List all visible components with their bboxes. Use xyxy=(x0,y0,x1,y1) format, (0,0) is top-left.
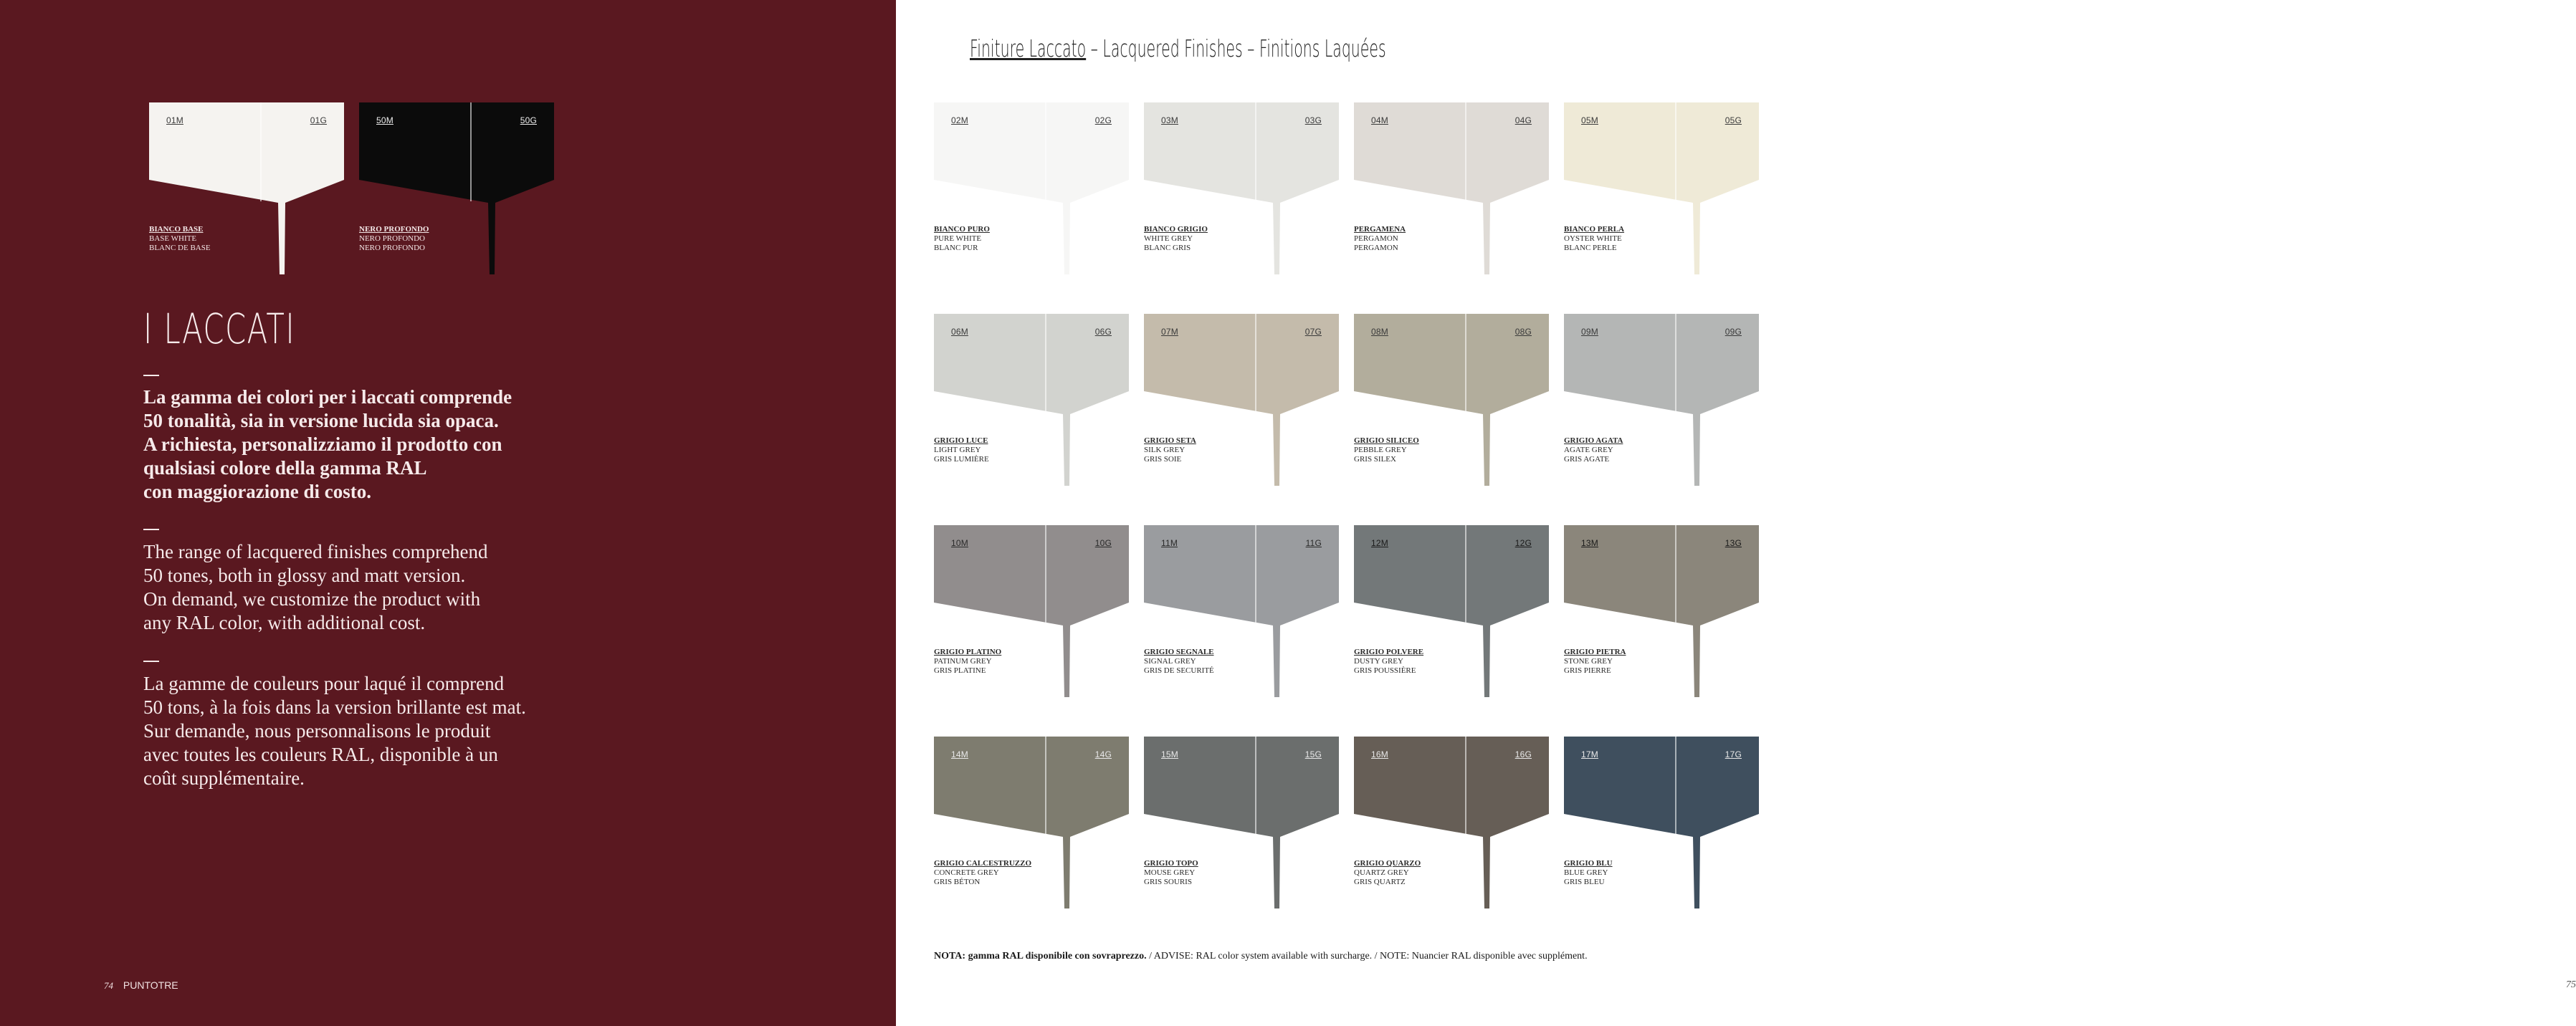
gloss-code: 06G xyxy=(1094,327,1112,337)
swatch-names xyxy=(1564,225,1624,253)
color-name-english: OYSTER WHITE xyxy=(1564,234,1622,243)
text-line: coût supplémentaire. xyxy=(143,767,305,789)
color-swatch xyxy=(1144,314,1339,486)
color-name-italian: GRIGIO SILICEO xyxy=(1354,436,1419,445)
gloss-code: 12G xyxy=(1514,538,1532,548)
gloss-code: 03G xyxy=(1304,115,1322,125)
color-name-italian: GRIGIO QUARZO xyxy=(1354,859,1421,868)
swatch-names xyxy=(934,436,989,464)
color-name-english: SILK GREY xyxy=(1144,446,1186,454)
matt-code: 02M xyxy=(951,115,968,125)
color-name-french: PERGAMON xyxy=(1354,244,1398,252)
color-name-italian: NERO PROFONDO xyxy=(359,225,429,234)
text-line: The range of lacquered finishes comprehend xyxy=(143,541,488,562)
text-line: any RAL color, with additional cost. xyxy=(143,612,426,633)
swatch-names xyxy=(934,225,990,253)
right-page xyxy=(896,0,2576,1026)
color-swatch xyxy=(934,525,1129,697)
color-name-english: LIGHT GREY xyxy=(934,446,981,454)
divider-dash xyxy=(143,375,159,376)
color-name-french: GRIS LUMIÈRE xyxy=(934,455,989,464)
gloss-code: 11G xyxy=(1305,538,1322,548)
color-swatch xyxy=(1144,737,1339,908)
color-name-english: CONCRETE GREY xyxy=(934,868,999,877)
color-swatch xyxy=(1354,525,1549,697)
color-name-french: GRIS SOURIS xyxy=(1144,878,1192,886)
matt-code: 14M xyxy=(951,749,968,759)
color-name-english: PURE WHITE xyxy=(934,234,982,243)
note-bold: NOTA: gamma RAL disponibile con sovraprezzo. xyxy=(934,951,1147,962)
brand-name: PUNTOTRE xyxy=(123,979,178,991)
swatch-names xyxy=(1564,859,1613,887)
ral-note xyxy=(934,951,1588,962)
gloss-code: 09G xyxy=(1725,327,1742,337)
swatch-names xyxy=(1564,648,1626,676)
color-swatch xyxy=(1564,737,1759,908)
matt-code: 03M xyxy=(1161,115,1178,125)
gloss-code: 14G xyxy=(1094,749,1112,759)
color-name-french: BLANC GRIS xyxy=(1144,244,1191,252)
matt-code: 07M xyxy=(1161,327,1178,337)
text-line: 50 tones, both in glossy and matt version. xyxy=(143,565,466,586)
color-name-italian: GRIGIO SEGNALE xyxy=(1144,648,1214,656)
note-rest: / ADVISE: RAL color system available with surcharge. / NOTE: Nuancier RAL disponible avec supplément. xyxy=(1146,951,1588,962)
color-name-italian: GRIGIO BLU xyxy=(1564,859,1613,868)
color-name-english: PEBBLE GREY xyxy=(1354,446,1407,454)
swatch-names xyxy=(149,225,211,253)
color-name-french: GRIS BLEU xyxy=(1564,878,1605,886)
swatch-names xyxy=(359,225,429,253)
left-page xyxy=(0,0,896,1026)
color-name-italian: GRIGIO LUCE xyxy=(934,436,988,445)
color-swatch xyxy=(1564,525,1759,697)
header-italian: Finiture Laccato xyxy=(970,34,1087,62)
matt-code: 11M xyxy=(1161,538,1178,548)
page-number: 75 xyxy=(2566,979,2576,990)
gloss-code: 13G xyxy=(1725,538,1742,548)
gloss-code: 05G xyxy=(1725,115,1742,125)
text-line: La gamma dei colori per i laccati comprende xyxy=(143,386,512,408)
color-name-french: BLANC PUR xyxy=(934,244,978,252)
color-name-french: BLANC PERLE xyxy=(1564,244,1617,252)
color-name-italian: BIANCO BASE xyxy=(149,225,204,234)
color-name-french: GRIS BÉTON xyxy=(934,878,981,886)
gloss-code: 02G xyxy=(1094,115,1112,125)
color-name-french: NERO PROFONDO xyxy=(359,244,425,252)
section-title: I LACCATI xyxy=(143,305,296,353)
color-swatch xyxy=(1354,314,1549,486)
color-swatch xyxy=(1564,314,1759,486)
color-name-italian: GRIGIO PIETRA xyxy=(1564,648,1626,656)
color-swatch xyxy=(1564,102,1759,274)
matt-code: 13M xyxy=(1581,538,1598,548)
divider-dash xyxy=(143,661,159,662)
text-line: A richiesta, personalizziamo il prodotto con xyxy=(143,433,502,455)
color-name-english: BASE WHITE xyxy=(149,234,197,243)
gloss-code: 17G xyxy=(1725,749,1742,759)
color-name-english: MOUSE GREY xyxy=(1144,868,1196,877)
gloss-code: 07G xyxy=(1304,327,1322,337)
color-swatch xyxy=(1144,102,1339,274)
matt-code: 08M xyxy=(1371,327,1388,337)
color-name-italian: GRIGIO PLATINO xyxy=(934,648,1002,656)
header-translations: – Lacquered Finishes – Finitions Laquées xyxy=(1086,34,1386,62)
color-name-english: BLUE GREY xyxy=(1564,868,1608,877)
text-line: Sur demande, nous personnalisons le produit xyxy=(143,720,491,742)
color-name-english: WHITE GREY xyxy=(1144,234,1193,243)
matt-code: 09M xyxy=(1581,327,1598,337)
gloss-code: 04G xyxy=(1514,115,1532,125)
color-name-french: GRIS SOIE xyxy=(1144,455,1182,464)
color-swatch xyxy=(1144,525,1339,697)
matt-code: 12M xyxy=(1371,538,1388,548)
swatch-names xyxy=(1144,436,1196,464)
text-line: On demand, we customize the product with xyxy=(143,588,481,610)
color-swatch xyxy=(934,314,1129,486)
color-name-italian: GRIGIO TOPO xyxy=(1144,859,1198,868)
color-swatch xyxy=(934,737,1129,908)
color-name-french: GRIS SILEX xyxy=(1354,455,1396,464)
matt-code: 04M xyxy=(1371,115,1388,125)
color-swatch xyxy=(359,102,554,274)
divider-dash xyxy=(143,529,159,530)
color-name-french: GRIS QUARTZ xyxy=(1354,878,1406,886)
color-name-italian: GRIGIO AGATA xyxy=(1564,436,1623,445)
matt-code: 15M xyxy=(1161,749,1178,759)
swatch-names xyxy=(1144,225,1208,253)
matt-code: 01M xyxy=(166,115,183,125)
swatch-names xyxy=(1144,648,1214,676)
color-swatch xyxy=(149,102,344,274)
color-name-english: DUSTY GREY xyxy=(1354,657,1403,666)
color-name-italian: PERGAMENA xyxy=(1354,225,1406,234)
gloss-code: 08G xyxy=(1514,327,1532,337)
color-swatch xyxy=(934,102,1129,274)
page-header xyxy=(970,34,1386,62)
swatch-names xyxy=(934,648,1001,676)
page-footer xyxy=(104,979,178,992)
text-line: La gamme de couleurs pour laqué il comprend xyxy=(143,673,505,694)
swatch-names xyxy=(1144,859,1198,887)
color-name-english: AGATE GREY xyxy=(1564,446,1613,454)
color-name-italian: BIANCO PERLA xyxy=(1564,225,1625,234)
gloss-code: 50G xyxy=(520,115,537,125)
english-description xyxy=(143,540,588,635)
swatch-names xyxy=(934,859,1031,887)
text-line: qualsiasi colore della gamma RAL xyxy=(143,457,427,479)
swatch-names xyxy=(1354,436,1419,464)
color-name-english: STONE GREY xyxy=(1564,657,1613,666)
text-line: con maggiorazione di costo. xyxy=(143,481,371,502)
matt-code: 05M xyxy=(1581,115,1598,125)
italian-description xyxy=(143,385,588,504)
color-name-english: SIGNAL GREY xyxy=(1144,657,1196,666)
french-description xyxy=(143,672,645,790)
swatch-names xyxy=(1354,648,1423,676)
gloss-code: 10G xyxy=(1094,538,1112,548)
color-name-french: GRIS DE SECURITÉ xyxy=(1144,666,1214,675)
color-name-italian: GRIGIO POLVERE xyxy=(1354,648,1424,656)
color-name-english: QUARTZ GREY xyxy=(1354,868,1409,877)
gloss-code: 16G xyxy=(1514,749,1532,759)
swatch-names xyxy=(1354,225,1406,253)
gloss-code: 01G xyxy=(310,115,327,125)
color-name-italian: GRIGIO CALCESTRUZZO xyxy=(934,859,1032,868)
matt-code: 06M xyxy=(951,327,968,337)
text-line: 50 tons, à la fois dans la version brillante est mat. xyxy=(143,696,526,718)
page-number: 74 xyxy=(104,980,113,991)
color-name-french: GRIS AGATE xyxy=(1564,455,1610,464)
gloss-code: 15G xyxy=(1304,749,1322,759)
matt-code: 10M xyxy=(951,538,968,548)
color-swatch xyxy=(1354,102,1549,274)
color-name-french: GRIS PIERRE xyxy=(1564,666,1611,675)
color-name-french: BLANC DE BASE xyxy=(149,244,211,252)
color-name-english: PATINUM GREY xyxy=(934,657,992,666)
matt-code: 17M xyxy=(1581,749,1598,759)
color-name-english: PERGAMON xyxy=(1354,234,1398,243)
color-name-french: GRIS POUSSIÈRE xyxy=(1354,666,1416,675)
swatch-names xyxy=(1354,859,1421,887)
text-line: avec toutes les couleurs RAL, disponible à un xyxy=(143,744,498,765)
swatch-names xyxy=(1564,436,1623,464)
color-name-french: GRIS PLATINE xyxy=(934,666,986,675)
text-line: 50 tonalità, sia in versione lucida sia opaca. xyxy=(143,410,499,431)
matt-code: 16M xyxy=(1371,749,1388,759)
color-name-italian: BIANCO GRIGIO xyxy=(1144,225,1208,234)
color-name-italian: GRIGIO SETA xyxy=(1144,436,1196,445)
color-swatch xyxy=(1354,737,1549,908)
matt-code: 50M xyxy=(376,115,393,125)
color-name-english: NERO PROFONDO xyxy=(359,234,425,243)
color-name-italian: BIANCO PURO xyxy=(934,225,990,234)
